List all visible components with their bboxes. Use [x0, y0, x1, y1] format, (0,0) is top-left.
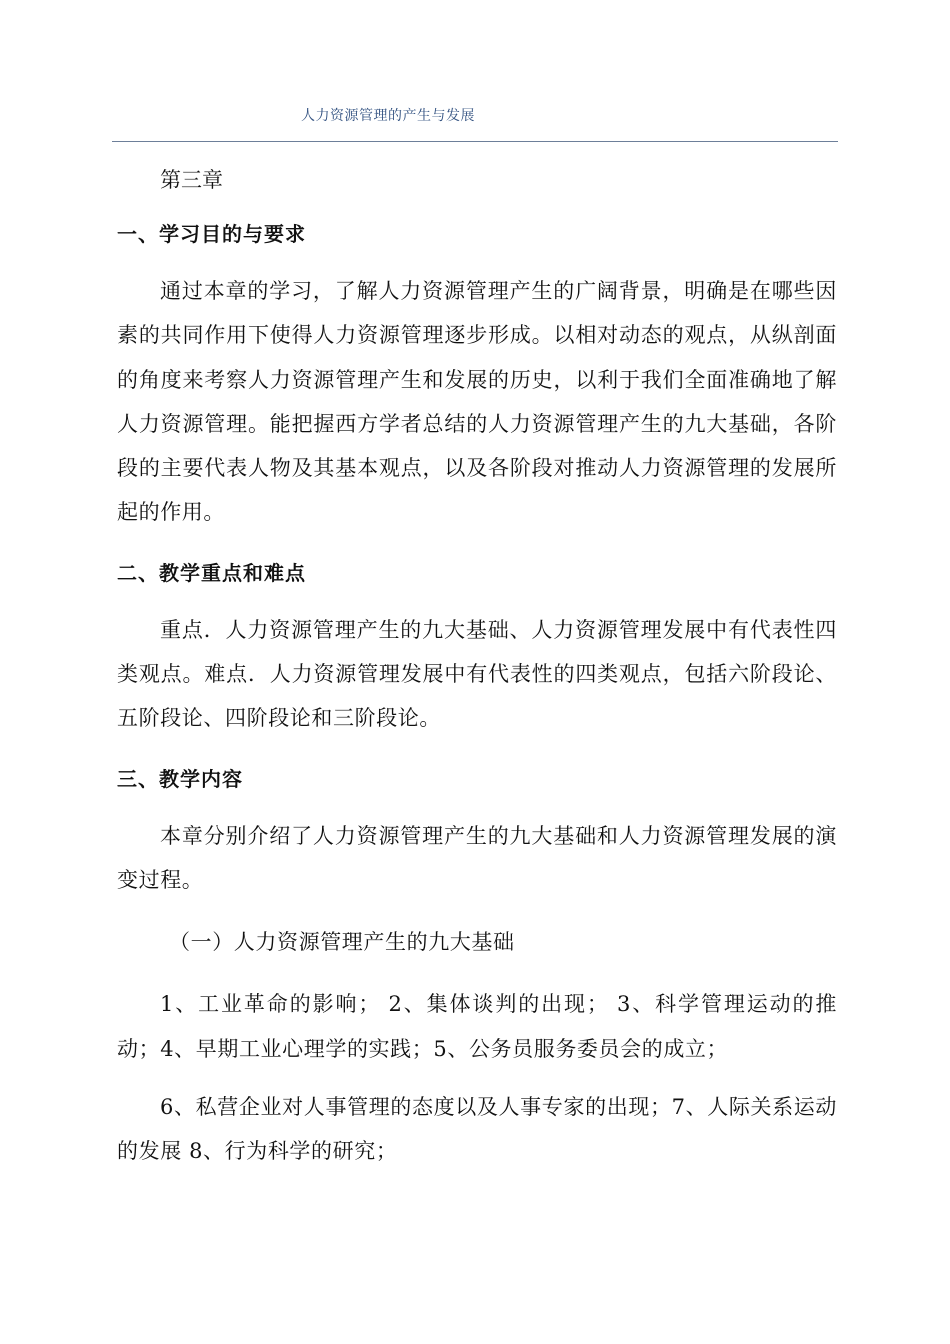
section-heading-objectives: 一、学习目的与要求 — [117, 222, 306, 246]
objectives-paragraph: 通过本章的学习，了解人力资源管理产生的广阔背景，明确是在哪些因素的共同作用下使得人力资源管理逐步形成。以相对动态的观点，从纵剖面的角度来考察人力资源管理产生和发展的历史，以利于我们全面准确地了解人力资源管理。能把握西方学者总结的人力资源管理产生的九大基础，各阶段的主要代表人物及其基本观点，以及各阶段对推动人力资源管理的发展所起的作用。 — [117, 279, 837, 525]
document-body — [117, 160, 837, 1187]
key-points-paragraph: 重点．人力资源管理产生的九大基础、人力资源管理发展中有代表性四类观点。难点．人力资源管理发展中有代表性的四类观点，包括六阶段论、五阶段论、四阶段论和三阶段论。 — [117, 617, 837, 731]
foundations-list-paragraph-1: 1、工业革命的影响； 2、集体谈判的出现； 3、科学管理运动的推动；4、早期工业心理学的实践；5、公务员服务委员会的成立； — [117, 992, 837, 1061]
header-divider — [112, 141, 838, 142]
section-heading-key-points: 二、教学重点和难点 — [117, 560, 306, 585]
content-intro-paragraph: 本章分别介绍了人力资源管理产生的九大基础和人力资源管理发展的演变过程。 — [117, 823, 837, 892]
chapter-label: 第三章 — [160, 168, 223, 192]
foundations-list-paragraph-2: 6、私营企业对人事管理的态度以及人事专家的出现；7、人际关系运动的发展 8、行为科学的研究； — [117, 1094, 837, 1164]
subsection-heading-nine-foundations: （一）人力资源管理产生的九大基础 — [169, 930, 515, 955]
running-header: 人力资源管理的产生与发展 — [301, 108, 475, 124]
section-heading-content: 三、教学内容 — [117, 766, 243, 791]
